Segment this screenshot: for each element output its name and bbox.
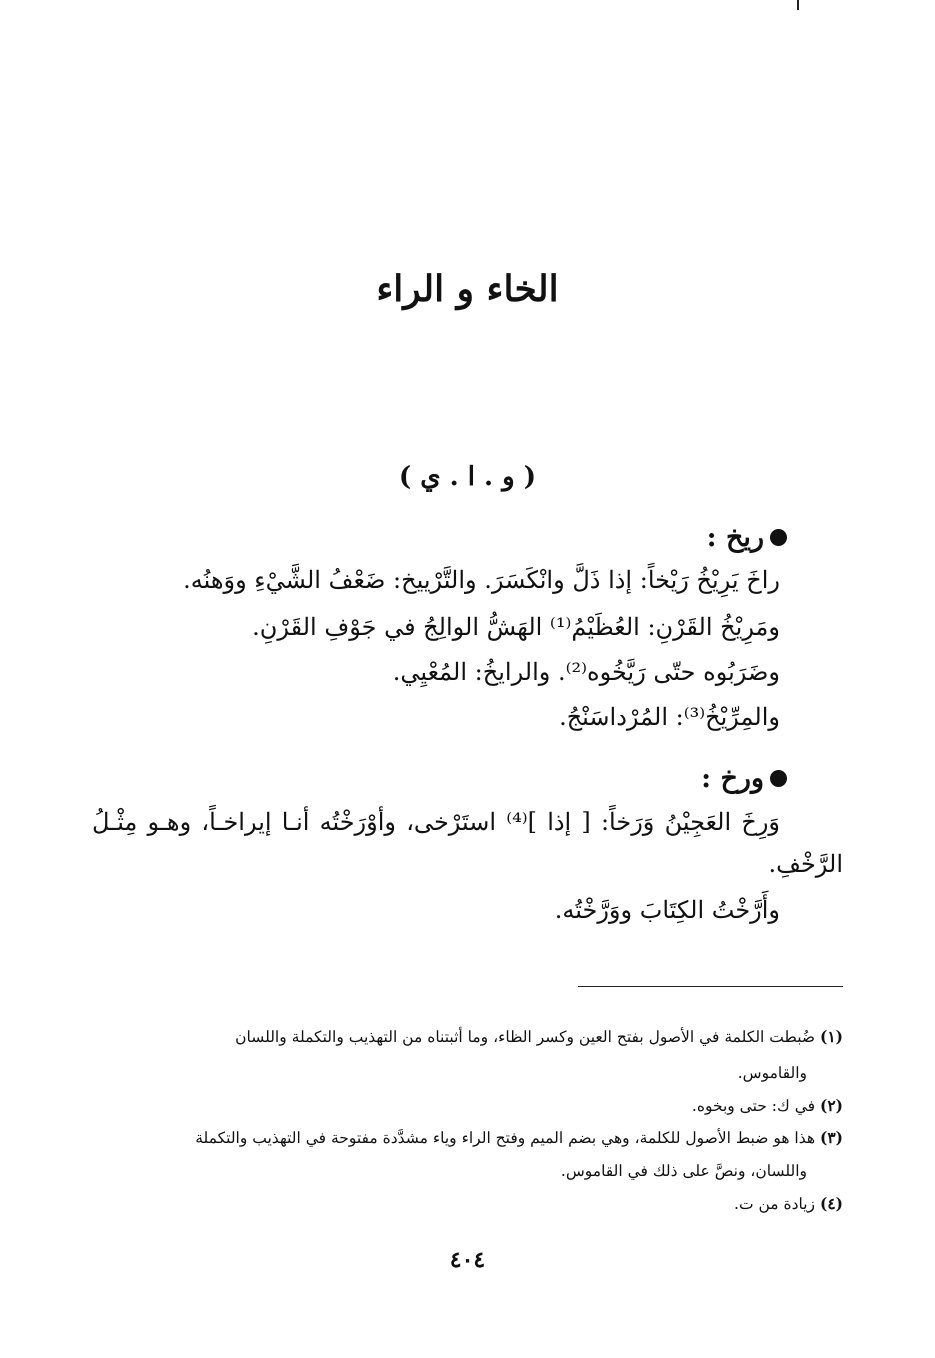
bullet-icon [770, 529, 787, 546]
footnote-separator [578, 986, 843, 987]
footnote-number: (٣) [819, 1128, 843, 1147]
footnote-2 [92, 1096, 843, 1116]
footnote-4 [92, 1194, 843, 1214]
footnote-text: هذا هو ضبط الأصول للكلمة، وهي بضم الميم وفتح الراء وياء مشدَّدة مفتوحة في التهذيب والتكملة [195, 1129, 816, 1147]
footnote-number: (٤) [819, 1194, 843, 1213]
footnote-continuation: واللسان، ونصَّ على ذلك في القاموس. [560, 1162, 807, 1180]
page-number: ٤٠٤ [449, 1247, 486, 1273]
entry-line: راخَ يَرِيْخُ رَيْخاً: إذا ذَلَّ وانْكَسَرَ. والتَّرْييخ: ضَعْفُ الشَّيْءِ ووَهنُه. [183, 566, 780, 594]
footnote-number: (٢) [819, 1096, 843, 1115]
entry-line: وَرِخَ العَجِيْنُ وَرَخاً: [ إذا ]⁽⁴⁾ استَرْخى، وأوْرَخْتُه أنـا إيراخـاً، وهـو مِثْـلُ [92, 808, 780, 836]
footnote-1 [92, 1027, 843, 1047]
entry-line: وأَرَّخْتُ الكِتَابَ ووَرَّخْتُه. [554, 896, 780, 924]
entry-headword-rykh [707, 522, 787, 553]
footnote-continuation: والقاموس. [737, 1064, 807, 1082]
footnote-number: (١) [819, 1027, 843, 1046]
entry-line: والمِرِّيْخُ⁽³⁾: المُرْداسَنْجُ. [559, 703, 780, 731]
footnote-text: زيادة من ت. [734, 1195, 816, 1213]
section-heading: ( و . ا . ي ) [398, 462, 537, 492]
footnote-text: في ك: حتى وبخوه. [691, 1097, 816, 1115]
entry-line: ومَرِيْخُ القَرْنِ: العُظَيْمُ⁽¹⁾ الهَشُّ الوالِجُ في جَوْفِ القَرْنِ. [252, 613, 780, 641]
footnote-3 [92, 1128, 843, 1148]
bullet-icon [770, 770, 787, 787]
footnote-text: ضُبطت الكلمة في الأصول بفتح العين وكسر الظاء، وما أثبتناه من التهذيب والتكملة واللسان [235, 1028, 816, 1046]
entry-line: الرَّخْفِ. [768, 850, 843, 878]
entry-line: وضَرَبُوه حتّى رَيَّخُوه⁽²⁾. والرايخُ: المُعْيِي. [392, 658, 780, 686]
chapter-title: الخاء و الراء [376, 268, 559, 310]
entry-headword-wrkh [701, 763, 787, 794]
headword-text: ورخ : [701, 763, 764, 794]
page-corner-mark [797, 0, 799, 10]
headword-text: ريخ : [706, 522, 764, 553]
